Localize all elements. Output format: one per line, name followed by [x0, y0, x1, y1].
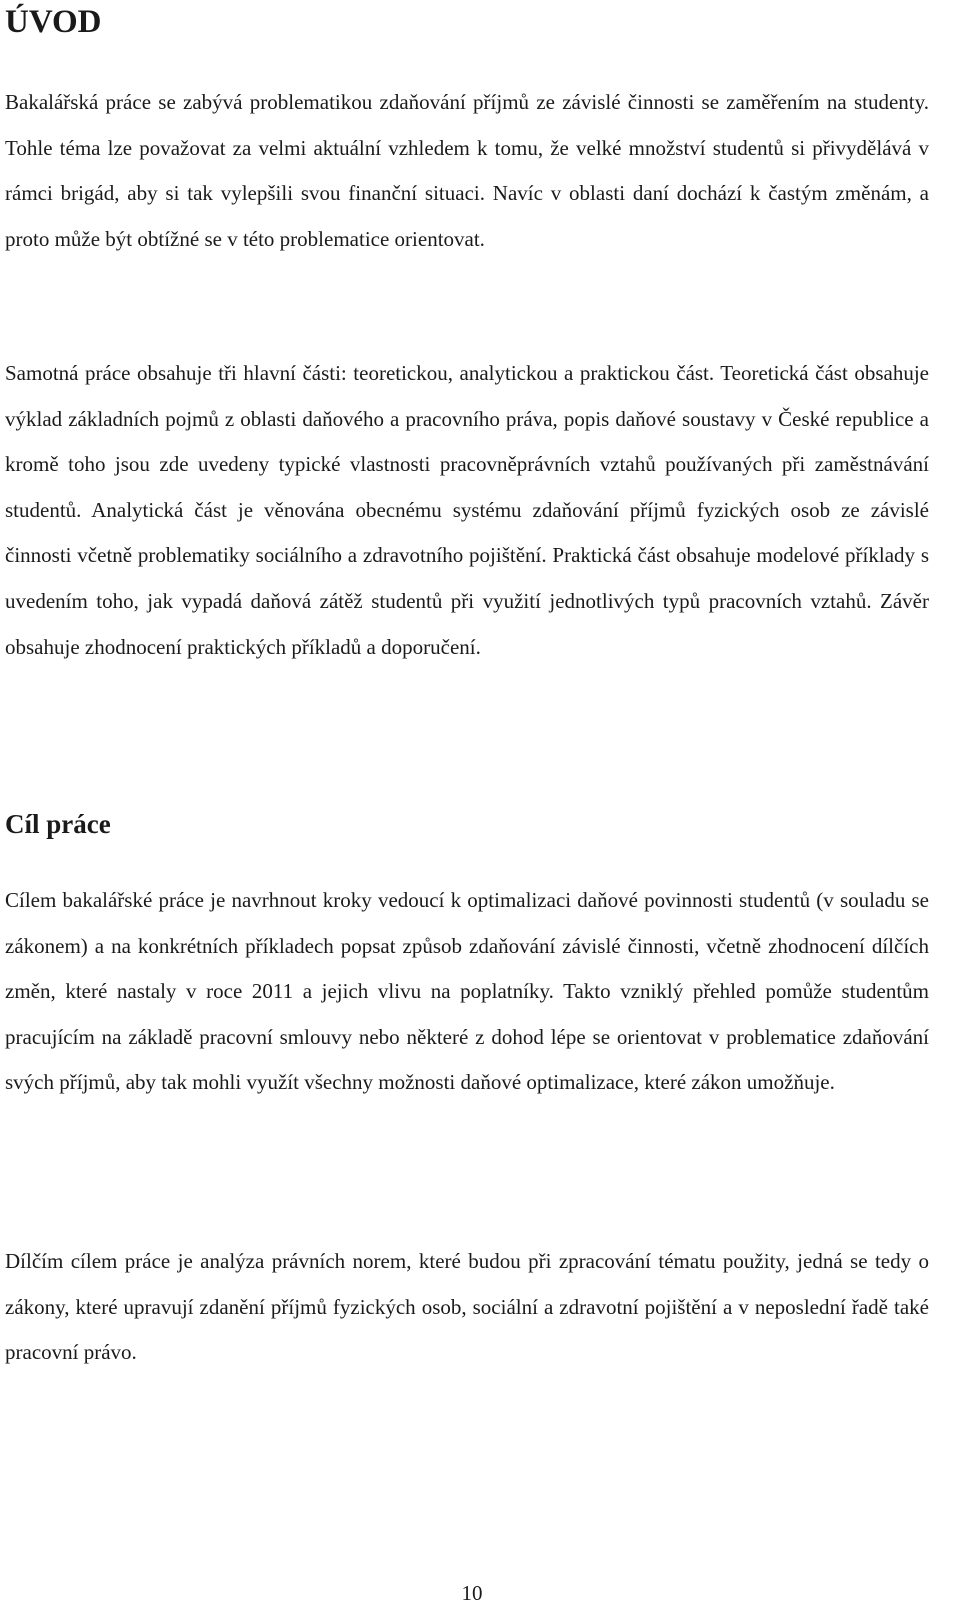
page-number: 10: [461, 1581, 483, 1605]
page-title: ÚVOD: [5, 4, 102, 40]
intro-paragraph-2: Samotná práce obsahuje tři hlavní části: teoretickou, analytickou a praktickou část. Teoretická část obsahuje výklad základních pojmů z oblasti daňového a pracovního práva, popis daňové soustavy v České republice a kromě toho jsou zde uvedeny typické vlastnosti pracovněprávních vztahů používaných při zaměstnávání studentů. Analytická část je věnována obecnému systému zdaňování příjmů fyzických osob ze závislé činnosti včetně problematiky sociálního a zdravotního pojištění. Praktická část obsahuje modelové příklady s uvedením toho, jak vypadá daňová zátěž studentů při využití jednotlivých typů pracovních vztahů. Závěr obsahuje zhodnocení praktických příkladů a doporučení.: [5, 361, 929, 659]
intro-paragraph-1: Bakalářská práce se zabývá problematikou zdaňování příjmů ze závislé činnosti se zaměřením na studenty. Tohle téma lze považovat za velmi aktuální vzhledem k tomu, že velké množství studentů si přivydělává v rámci brigád, aby si tak vylepšili svou finanční situaci. Navíc v oblasti daní dochází k častým změnám, a proto může být obtížné se v této problematice orientovat.: [5, 90, 929, 251]
goal-paragraph-2: Dílčím cílem práce je analýza právních norem, které budou při zpracování tématu použity, jedná se tedy o zákony, které upravují zdanění příjmů fyzických osob, sociální a zdravotní pojištění a v neposlední řadě také pracovní právo.: [5, 1249, 929, 1365]
goal-paragraph-1: Cílem bakalářské práce je navrhnout kroky vedoucí k optimalizaci daňové povinnosti studentů (v souladu se zákonem) a na konkrétních příkladech popsat způsob zdaňování závislé činnosti, včetně zhodnocení dílčích změn, které nastaly v roce 2011 a jejich vlivu na poplatníky. Takto vzniklý přehled pomůže studentům pracujícím na základě pracovní smlouvy nebo některé z dohod lépe se orientovat v problematice zdaňování svých příjmů, aby tak mohli využít všechny možnosti daňové optimalizace, které zákon umožňuje.: [5, 888, 929, 1095]
section-heading-goal: Cíl práce: [5, 809, 111, 839]
